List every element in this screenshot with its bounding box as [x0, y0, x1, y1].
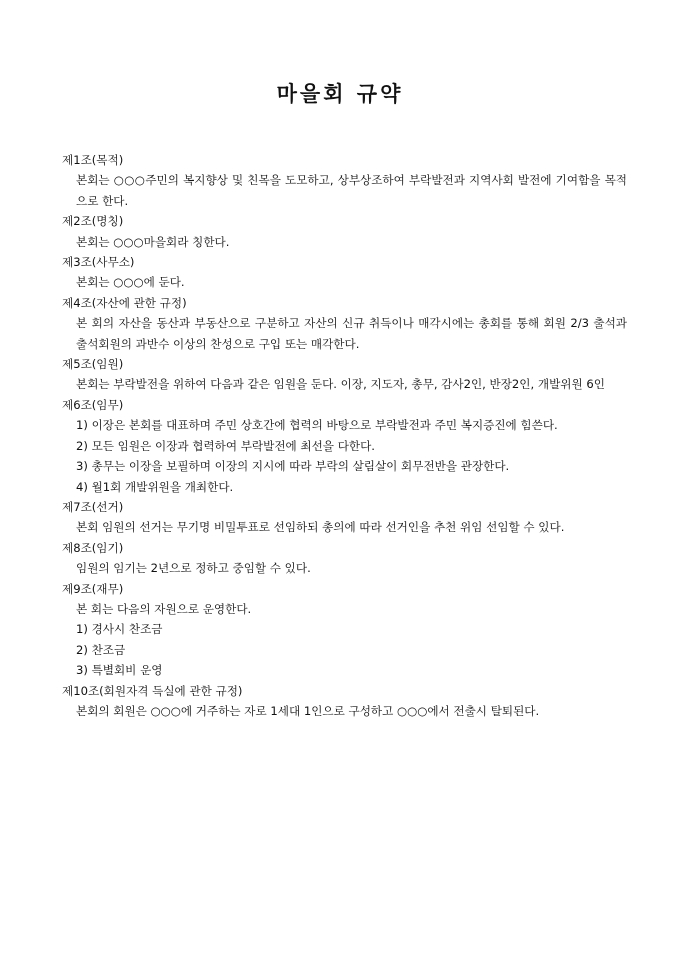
- article-paragraph: 본회는 ○○○마을회라 칭한다.: [76, 234, 230, 249]
- article-6: [62, 395, 627, 497]
- article-paragraph: 본 회의 자산을 동산과 부동산으로 구분하고 자산의 신규 취득이나 매각시에는 총회를 통해 회원 2/3 출석과 출석회원의 과반수 이상의 찬성으로 구입 또는 매각한다.: [76, 316, 627, 351]
- article-heading: 제3조(사무소): [62, 255, 135, 270]
- article-paragraph: 본회는 ○○○에 둔다.: [76, 275, 185, 290]
- article-heading: 제4조(자산에 관한 규정): [62, 295, 187, 310]
- article-heading: 제6조(임무): [62, 397, 124, 412]
- article-heading: 제1조(목적): [62, 153, 124, 167]
- article-7: [62, 497, 627, 538]
- article-9: [62, 579, 627, 681]
- article-5: [62, 354, 627, 395]
- document-title: 마을회 규약: [276, 81, 404, 106]
- article-paragraph: 본회는 ○○○주민의 복지향상 및 친목을 도모하고, 상부상조하여 부락발전과 지역사회 발전에 기여함을 목적으로 한다.: [76, 173, 627, 208]
- article-list-item: 2) 모든 임원은 이장과 협력하여 부락발전에 최선을 다한다.: [76, 438, 375, 453]
- article-1: [62, 150, 627, 211]
- article-heading: 제5조(임원): [62, 357, 124, 372]
- article-paragraph: 본회는 부락발전을 위하여 다음과 같은 임원을 둔다. 이장, 지도자, 총무, 감사2인, 반장2인, 개발위원 6인: [76, 377, 605, 392]
- article-heading: 제10조(회원자격 득실에 관한 규정): [62, 683, 243, 698]
- article-list-item: 1) 경사시 찬조금: [76, 622, 163, 637]
- article-10: [62, 681, 627, 722]
- article-3: [62, 252, 627, 293]
- article-list-item: 4) 월1회 개발위원을 개최한다.: [76, 479, 234, 494]
- article-list-item: 1) 이장은 본회를 대표하며 주민 상호간에 협력의 바탕으로 부락발전과 주민 복지증진에 힘쓴다.: [76, 418, 558, 433]
- article-list-item: 3) 특별회비 운영: [76, 663, 163, 678]
- article-paragraph: 본회의 회원은 ○○○에 거주하는 자로 1세대 1인으로 구성하고 ○○○에서 전출시 탈퇴된다.: [76, 703, 540, 718]
- article-heading: 제2조(명칭): [62, 214, 124, 229]
- article-heading: 제9조(재무): [62, 581, 124, 596]
- article-4: [62, 293, 627, 354]
- article-heading: 제7조(선거): [62, 499, 124, 514]
- article-list-item: 2) 찬조금: [76, 642, 126, 657]
- article-8: [62, 538, 627, 579]
- article-paragraph: 임원의 임기는 2년으로 정하고 중임할 수 있다.: [76, 561, 311, 576]
- article-list-item: 3) 총무는 이장을 보필하며 이장의 지시에 따라 부락의 살림살이 회무전반을 관장한다.: [76, 459, 510, 474]
- article-2: [62, 211, 627, 252]
- article-paragraph: 본회 임원의 선거는 무기명 비밀투표로 선임하되 총의에 따라 선거인을 추천 위임 선임할 수 있다.: [76, 520, 565, 535]
- article-paragraph: 본 회는 다음의 자원으로 운영한다.: [76, 601, 252, 616]
- article-heading: 제8조(임기): [62, 540, 124, 555]
- document-body: [62, 150, 627, 721]
